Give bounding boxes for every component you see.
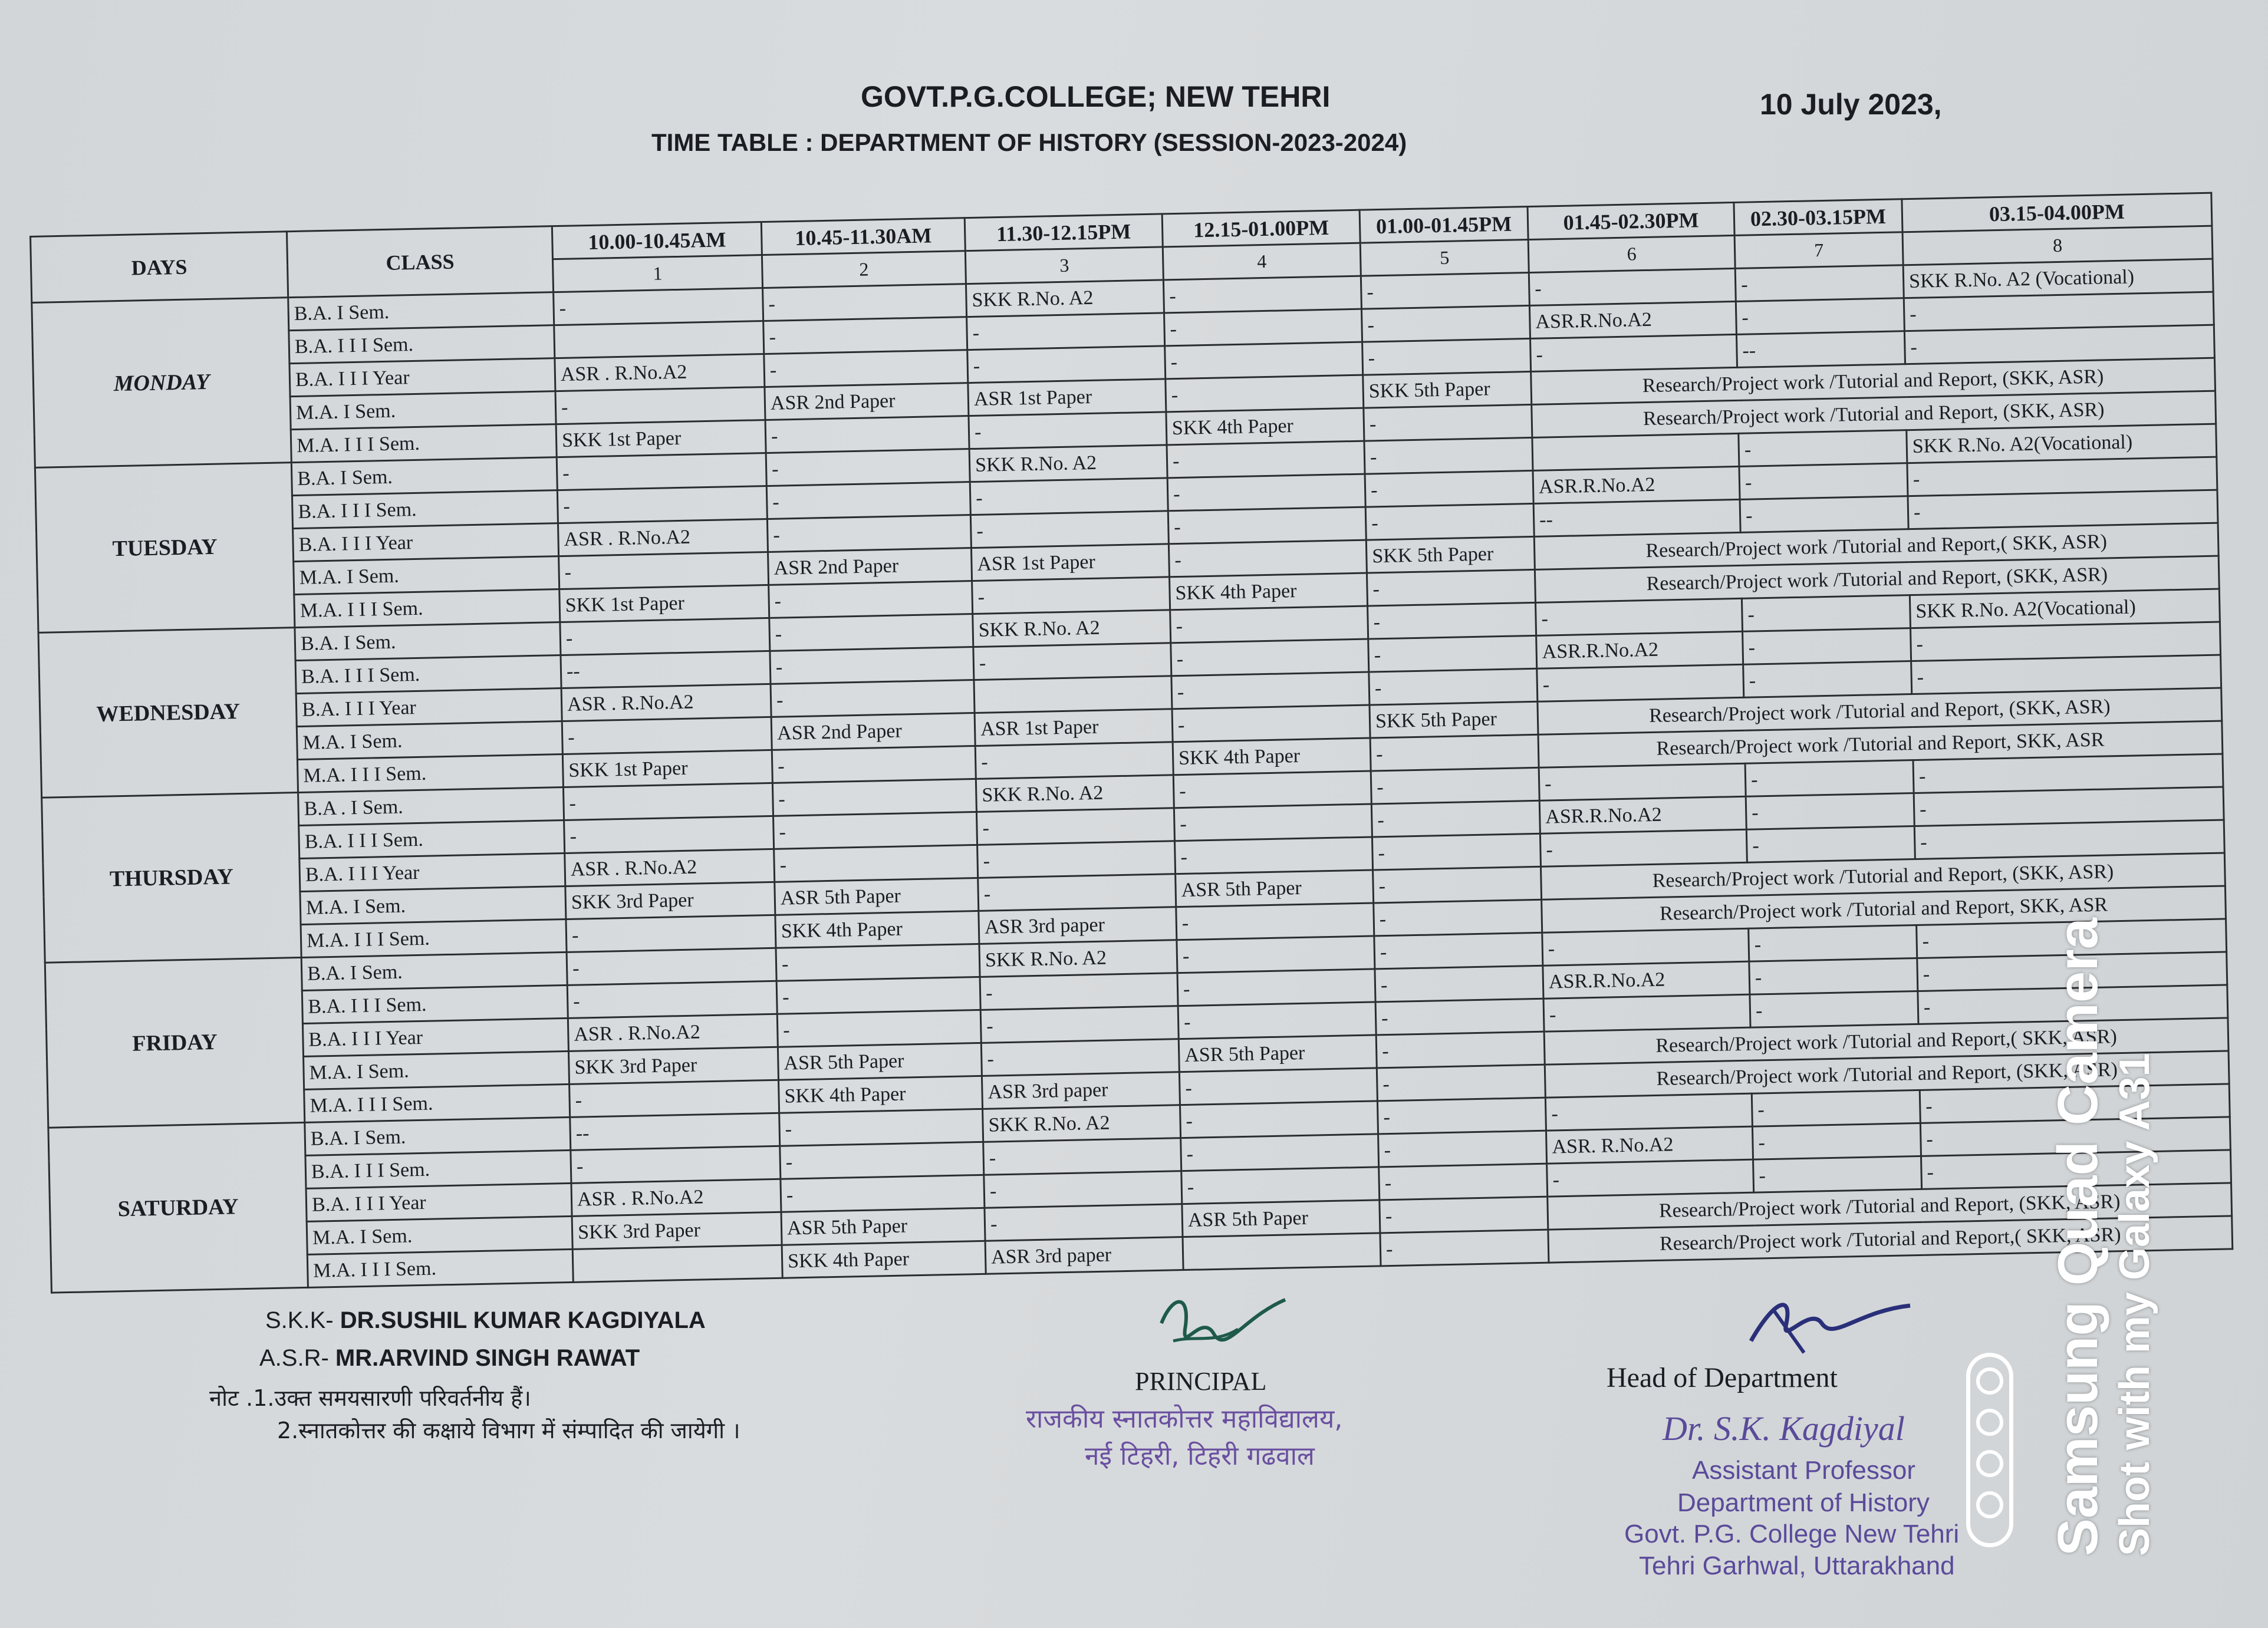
period-cell: ASR 2nd Paper [765, 383, 969, 420]
slot-header: 03.15-04.00PM [1902, 193, 2212, 232]
period-cell: - [773, 812, 977, 849]
day-label: MONDAY [32, 298, 292, 468]
research-span-cell: Research/Project work /Tutorial and Report, (SKK, ASR) [1535, 556, 2219, 602]
camera-watermark [2046, 918, 2159, 1556]
period-cell: - [1368, 602, 1536, 639]
period-cell: - [771, 680, 975, 717]
period-cell: - [1911, 655, 2221, 694]
period-cell: - [970, 511, 1168, 548]
class-label: B.A. I I I Sem. [302, 985, 568, 1023]
period-cell: - [981, 1039, 1179, 1076]
research-span-cell: Research/Project work /Tutorial and Report, (SKK, ASR) [1545, 1051, 2229, 1098]
period-cell: SKK 4th Paper [779, 1076, 983, 1113]
period-cell: ASR . R.No.A2 [565, 849, 775, 886]
period-cell: SKK 4th Paper [1166, 408, 1364, 445]
period-cell: - [1735, 265, 1904, 302]
period-cell: - [1365, 503, 1534, 540]
period-cell: - [1921, 1150, 2231, 1189]
period-cell: - [1377, 1065, 1545, 1101]
period-cell: - [1920, 1117, 2230, 1156]
period-cell: - [769, 614, 973, 651]
period-cell: - [977, 841, 1176, 878]
period-number: 8 [1902, 226, 2213, 265]
period-cell: - [772, 746, 976, 783]
legend-skk-abbr: S.K.K- [265, 1307, 334, 1333]
period-cell: - [969, 412, 1167, 449]
slot-header: 11.30-12.15PM [965, 214, 1163, 251]
period-cell: SKK 1st Paper [559, 585, 769, 622]
period-cell: - [1177, 936, 1375, 973]
legend-asr-abbr: A.S.R- [259, 1345, 329, 1371]
period-cell: - [566, 915, 776, 952]
class-label: B.A. I I I Sem. [299, 820, 565, 859]
period-cell: - [1917, 919, 2227, 958]
class-label: B.A. I Sem. [301, 952, 567, 990]
period-cell: - [1174, 837, 1372, 874]
period-cell: SKK R.No. A2 [979, 940, 1177, 977]
period-cell: - [560, 618, 770, 655]
period-cell: - [767, 515, 971, 552]
period-cell: - [978, 874, 1176, 911]
period-cell: - [780, 1142, 984, 1179]
period-cell: - [1174, 804, 1372, 841]
period-cell: - [1367, 569, 1535, 606]
principal-signature [1150, 1288, 1291, 1365]
period-cell: - [980, 1006, 1179, 1043]
period-cell: - [1547, 1159, 1754, 1197]
period-cell: - [766, 482, 970, 519]
class-label: M.A. I Sem. [290, 391, 556, 430]
period-cell: - [967, 346, 1166, 383]
legend-asr [259, 1345, 640, 1372]
period-cell: - [1178, 1002, 1376, 1039]
period-cell: - [1917, 952, 2227, 991]
period-cell: - [1752, 1123, 1921, 1159]
period-cell: - [562, 717, 772, 754]
college-name: GOVT.P.G.COLLEGE; NEW TEHRI [861, 80, 1331, 113]
class-label: B.A. I I I Year [293, 523, 559, 562]
period-cell: - [1168, 507, 1366, 544]
research-span-cell: Research/Project work /Tutorial and Report, (SKK, ASR) [1531, 358, 2216, 404]
class-label: B.A. I I I Year [306, 1183, 572, 1221]
period-cell [554, 321, 764, 358]
class-label: M.A. I Sem. [297, 721, 562, 760]
slot-header: 02.30-03.15PM [1734, 199, 1902, 236]
period-cell: - [764, 350, 968, 387]
period-cell: - [564, 816, 774, 853]
period-cell: ASR 5th Paper [1176, 870, 1374, 907]
period-cell [1183, 1233, 1381, 1270]
class-label: M.A. I I I Sem. [304, 1084, 570, 1122]
period-cell: - [1749, 958, 1918, 994]
period-cell: - [1529, 268, 1736, 305]
period-cell: - [1914, 787, 2224, 826]
period-cell: - [1907, 457, 2217, 496]
period-cell: - [1540, 829, 1747, 866]
period-cell: SKK 5th Paper [1366, 536, 1535, 573]
period-cell: - [1753, 1156, 1922, 1192]
period-cell: - [1545, 1093, 1752, 1131]
period-cell: SKK R.No. A2 [973, 610, 1171, 647]
legend-skk [265, 1307, 706, 1334]
period-cell: - [1908, 490, 2218, 529]
period-cell: - [980, 973, 1178, 1010]
legend-skk-name: DR.SUSHIL KUMAR KAGDIYALA [340, 1307, 706, 1333]
period-cell: - [1742, 595, 1910, 632]
period-cell: -- [561, 651, 771, 688]
period-cell: - [776, 977, 980, 1014]
period-cell: ASR 1st Paper [971, 544, 1169, 581]
period-cell [572, 1245, 782, 1282]
period-cell: - [567, 948, 776, 985]
period-cell: - [1739, 463, 1908, 500]
principal-label: PRINCIPAL [1135, 1367, 1267, 1396]
period-cell: - [781, 1175, 985, 1212]
period-number: 4 [1163, 243, 1361, 280]
camera-lens-icon [1966, 1353, 2013, 1547]
class-label: M.A. I I I Sem. [294, 589, 560, 628]
period-cell: ASR 5th Paper [781, 1208, 985, 1245]
period-cell: - [1167, 441, 1365, 478]
period-cell: SKK R.No. A2 [966, 280, 1164, 317]
period-cell: - [763, 284, 967, 321]
hod-stamp-college: Govt. P.G. College New Tehri [1624, 1520, 1960, 1548]
period-cell: SKK 4th Paper [1173, 738, 1371, 775]
period-cell: - [554, 288, 763, 325]
hod-signature [1739, 1288, 1916, 1365]
period-cell: - [772, 779, 976, 816]
period-cell: - [1379, 1164, 1548, 1200]
period-cell: SKK R.No. A2(Vocational) [1907, 424, 2217, 463]
period-cell: - [1375, 965, 1543, 1002]
slot-header: 10.45-11.30AM [761, 218, 965, 255]
period-cell: - [1380, 1197, 1548, 1233]
period-cell: - [1739, 430, 1907, 467]
timetable [29, 192, 2233, 1294]
period-cell: - [774, 845, 978, 882]
research-span-cell: Research/Project work /Tutorial and Report,( SKK, ASR) [1534, 523, 2218, 569]
period-cell: - [1543, 994, 1750, 1031]
class-label: B.A. I I I Sem. [289, 325, 555, 364]
period-cell: - [1740, 496, 1908, 533]
days-header: DAYS [31, 232, 288, 303]
principal-stamp-line2: नई टिहरी, टिहरी गढवाल [1085, 1441, 1315, 1471]
research-span-cell: Research/Project work /Tutorial and Report, (SKK, ASR) [1548, 1183, 2232, 1230]
period-cell: SKK 4th Paper [782, 1241, 986, 1278]
period-cell: - [1371, 800, 1540, 837]
period-cell: - [1172, 705, 1370, 742]
period-cell: - [1904, 292, 2214, 331]
period-cell: - [973, 643, 1171, 680]
period-cell: - [1370, 734, 1539, 771]
period-cell: ASR.R.No.A2 [1529, 301, 1736, 338]
class-label: B.A. I I I Sem. [295, 655, 561, 694]
period-cell: ASR.R.No.A2 [1539, 796, 1746, 833]
period-cell: ASR. R.No.A2 [1546, 1126, 1753, 1164]
research-span-cell: Research/Project work /Tutorial and Report, (SKK, ASR) [1540, 853, 2225, 899]
period-cell: - [1181, 1134, 1379, 1171]
class-label: M.A. I Sem. [294, 556, 559, 595]
period-cell: - [983, 1138, 1181, 1175]
period-cell: - [972, 577, 1170, 614]
class-label: B.A. I Sem. [291, 457, 557, 496]
period-cell: - [1736, 298, 1904, 335]
period-cell: ASR.R.No.A2 [1543, 961, 1750, 998]
period-cell: - [1171, 639, 1369, 676]
day-label: FRIDAY [45, 957, 305, 1128]
research-span-cell: Research/Project work /Tutorial and Report, (SKK, ASR) [1538, 688, 2222, 734]
period-cell: - [766, 449, 970, 486]
period-cell: ASR 5th Paper [1179, 1035, 1377, 1072]
period-number: 5 [1360, 239, 1529, 276]
period-cell: - [1913, 754, 2223, 793]
period-cell: - [1364, 437, 1533, 474]
slot-header: 01.45-02.30PM [1528, 202, 1734, 239]
period-cell: - [1176, 903, 1374, 940]
period-cell: - [1180, 1101, 1378, 1138]
period-cell: - [776, 944, 980, 981]
period-cell: - [984, 1171, 1182, 1208]
period-cell: - [779, 1109, 983, 1146]
timetable-title: TIME TABLE : DEPARTMENT OF HISTORY (SESSION-2023-2024) [651, 128, 1407, 156]
class-label: B.A. I I I Year [289, 358, 555, 397]
period-cell: SKK R.No. A2 [983, 1105, 1181, 1142]
period-cell: ASR.R.No.A2 [1536, 631, 1743, 668]
period-cell: - [1378, 1131, 1547, 1167]
period-cell: - [1377, 1098, 1546, 1134]
period-cell: - [1749, 925, 1917, 961]
period-cell: - [1920, 1084, 2230, 1123]
period-cell: - [1373, 866, 1542, 903]
period-cell: - [1173, 771, 1371, 808]
period-cell: -- [1736, 331, 1905, 368]
period-cell: SKK 3rd Paper [565, 882, 775, 919]
period-cell: ASR 3rd paper [985, 1237, 1183, 1274]
legend-asr-name: MR.ARVIND SINGH RAWAT [335, 1345, 640, 1371]
period-cell: - [1368, 635, 1537, 672]
period-number: 3 [965, 247, 1163, 284]
period-cell: - [769, 581, 973, 618]
research-span-cell: Research/Project work /Tutorial and Report,( SKK, ASR) [1548, 1216, 2233, 1263]
period-cell: - [777, 1010, 981, 1047]
note-2: 2.स्नातकोत्तर की कक्षाये विभाग में संम्पादित की जायेगी । [277, 1418, 740, 1444]
class-label: M.A. I Sem. [300, 886, 566, 924]
period-cell: - [1170, 606, 1368, 643]
period-cell: SKK 3rd Paper [568, 1047, 778, 1084]
period-cell: ASR . R.No.A2 [561, 684, 771, 721]
period-cell: SKK 4th Paper [1170, 573, 1368, 610]
period-cell: - [1374, 899, 1542, 936]
period-cell: - [1371, 767, 1539, 804]
period-cell: - [1752, 1090, 1920, 1126]
period-cell: - [1165, 342, 1363, 379]
class-label: B.A. I Sem. [288, 292, 554, 331]
class-label: B.A. I Sem. [295, 622, 561, 661]
document-date: 10 July 2023, [1760, 88, 1942, 121]
day-label: SATURDAY [48, 1122, 308, 1293]
period-cell: - [1376, 1031, 1545, 1068]
period-cell: - [1750, 991, 1918, 1027]
period-cell: - [1163, 276, 1361, 313]
period-cell: ASR 3rd paper [979, 907, 1177, 944]
period-cell: SKK 5th Paper [1370, 701, 1538, 738]
period-cell: - [1168, 540, 1367, 577]
period-cell: - [571, 1146, 781, 1183]
class-label: B.A. I I I Year [299, 853, 565, 891]
period-cell: ASR . R.No.A2 [571, 1179, 781, 1216]
period-cell: - [1164, 309, 1362, 346]
period-cell: ASR . R.No.A2 [558, 519, 768, 556]
hod-stamp-name: Dr. S.K. Kagdiyal [1663, 1409, 1905, 1448]
period-cell: - [1539, 763, 1746, 800]
period-cell: - [570, 1080, 779, 1117]
period-cell: - [1166, 375, 1364, 412]
principal-stamp-line1: राजकीय स्नातकोत्तर महाविद्यालय, [1026, 1404, 1343, 1434]
period-cell: -- [1533, 499, 1740, 536]
period-number: 6 [1528, 235, 1735, 272]
hod-stamp-place: Tehri Garhwal, Uttarakhand [1639, 1551, 1955, 1580]
period-cell: ASR 5th Paper [1182, 1200, 1380, 1237]
period-cell: - [1369, 668, 1538, 705]
research-span-cell: Research/Project work /Tutorial and Report, (SKK, ASR) [1532, 391, 2216, 437]
period-cell [1532, 433, 1739, 470]
period-cell: - [1361, 305, 1530, 342]
period-cell: SKK 1st Paper [562, 750, 772, 787]
research-span-cell: Research/Project work /Tutorial and Report,( SKK, ASR) [1544, 1018, 2229, 1065]
period-number: 2 [762, 251, 966, 288]
period-cell: ASR 2nd Paper [771, 713, 975, 750]
period-cell: - [1746, 826, 1915, 863]
period-cell: - [1743, 628, 1911, 665]
class-label: M.A. I Sem. [307, 1216, 572, 1254]
slot-header: 10.00-10.45AM [552, 222, 762, 259]
period-cell: ASR 2nd Paper [768, 548, 972, 585]
period-number: 7 [1734, 232, 1903, 269]
period-cell: ASR 1st Paper [968, 379, 1166, 416]
period-cell: - [555, 387, 765, 424]
class-label: M.A. I I I Sem. [307, 1249, 573, 1287]
period-cell: - [1380, 1230, 1549, 1266]
period-cell: SKK 1st Paper [556, 420, 766, 457]
period-cell: - [1918, 985, 2228, 1024]
period-cell: SKK 4th Paper [775, 911, 979, 948]
day-label: THURSDAY [42, 793, 302, 963]
period-cell: - [1365, 470, 1533, 507]
period-cell: ASR 5th Paper [775, 878, 979, 915]
slot-header: 01.00-01.45PM [1360, 206, 1528, 243]
hod-stamp-title: Assistant Professor [1692, 1456, 1916, 1485]
period-cell: - [970, 478, 1168, 515]
slot-header: 12.15-01.00PM [1162, 210, 1360, 247]
period-cell: SKK R.No. A2 (Vocational) [1903, 259, 2213, 298]
period-cell: - [1361, 272, 1529, 309]
period-cell: - [967, 313, 1165, 350]
period-cell: - [1530, 334, 1737, 371]
class-label: B.A. I I I Sem. [305, 1150, 571, 1188]
period-cell: - [563, 783, 773, 820]
period-cell: - [1179, 1068, 1377, 1105]
class-label: B.A . I Sem. [298, 787, 564, 826]
period-cell: - [975, 742, 1173, 779]
day-label: WEDNESDAY [38, 628, 298, 798]
class-label: M.A. I Sem. [304, 1051, 570, 1089]
period-cell: - [765, 416, 969, 453]
period-cell: SKK 5th Paper [1363, 371, 1532, 408]
period-cell: - [1177, 969, 1375, 1006]
period-cell: - [1181, 1167, 1380, 1204]
period-cell: - [1372, 833, 1540, 870]
period-cell: ASR 5th Paper [778, 1043, 982, 1080]
class-label: B.A. I I I Year [302, 1018, 568, 1056]
period-cell: - [763, 317, 967, 354]
period-cell: -- [570, 1113, 780, 1150]
period-cell: ASR.R.No.A2 [1533, 466, 1740, 503]
period-cell: - [1911, 622, 2221, 661]
period-cell: - [1542, 928, 1749, 965]
period-cell: - [1536, 598, 1743, 635]
period-cell: ASR 1st Paper [975, 709, 1173, 746]
class-label: M.A. I I I Sem. [291, 424, 557, 463]
hod-label: Head of Department [1607, 1362, 1838, 1393]
period-cell: SKK R.No. A2(Vocational) [1910, 589, 2220, 628]
period-cell: - [1537, 664, 1744, 701]
period-cell: - [1375, 998, 1544, 1035]
period-cell: SKK 3rd Paper [572, 1212, 782, 1249]
period-cell: SKK R.No. A2 [976, 775, 1174, 812]
period-cell: - [567, 981, 777, 1018]
note-1: नोट .1.उक्त समयसारणी परिवर्तनीय हैं। [209, 1385, 531, 1411]
class-label: B.A. I I I Sem. [292, 490, 558, 529]
period-cell: - [770, 647, 974, 684]
watermark-line1: Samsung Quad Camera [2046, 918, 2109, 1556]
period-cell: SKK R.No. A2 [969, 445, 1167, 482]
period-cell: - [976, 808, 1174, 845]
period-cell: - [1914, 820, 2224, 859]
period-number: 1 [552, 255, 762, 292]
period-cell [974, 676, 1172, 713]
period-cell: - [1743, 661, 1912, 698]
period-cell: ASR . R.No.A2 [555, 354, 765, 391]
period-cell: - [1167, 474, 1365, 511]
class-label: M.A. I I I Sem. [297, 754, 563, 793]
period-cell: - [1364, 404, 1532, 441]
period-cell: - [1746, 793, 1914, 830]
period-cell: - [1904, 325, 2214, 364]
period-cell: - [1745, 760, 1914, 797]
class-label: B.A. I Sem. [305, 1117, 571, 1155]
research-span-cell: Research/Project work /Tutorial and Report, SKK, ASR [1538, 721, 2223, 767]
period-cell: - [985, 1204, 1183, 1241]
period-cell: ASR 3rd paper [982, 1072, 1180, 1109]
class-label: M.A. I I I Sem. [301, 919, 567, 957]
class-label: B.A. I I I Year [296, 688, 562, 727]
day-label: TUESDAY [35, 463, 295, 633]
hod-stamp-department: Department of History [1677, 1488, 1930, 1517]
period-cell: - [1374, 932, 1543, 969]
period-cell: - [1171, 672, 1370, 709]
research-span-cell: Research/Project work /Tutorial and Report, SKK, ASR [1542, 886, 2226, 932]
period-cell: - [557, 453, 766, 490]
period-cell: - [559, 552, 769, 589]
period-cell: - [1362, 338, 1531, 375]
period-cell: - [557, 486, 767, 523]
class-header: CLASS [287, 226, 553, 298]
period-cell: ASR . R.No.A2 [568, 1014, 778, 1051]
watermark-line2: Shot with my Galaxy A31 [2111, 1053, 2158, 1556]
